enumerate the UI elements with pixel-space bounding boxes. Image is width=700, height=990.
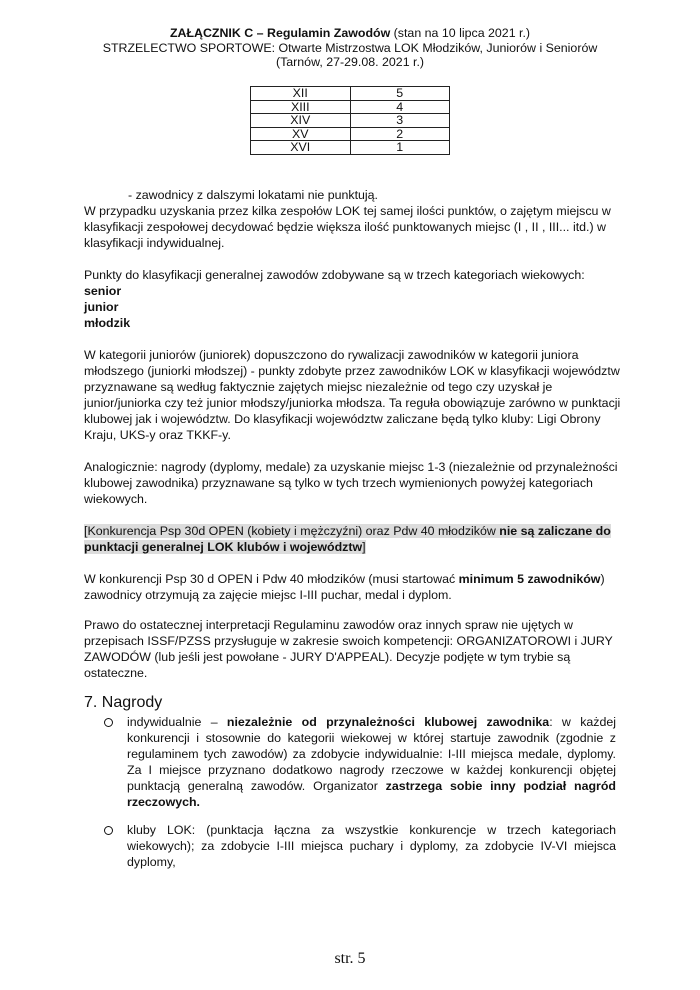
tie-rule-paragraph: W przypadku uzyskania przez kilka zespołów LOK tej samej ilości punktów, o zajętym miejscu w klasyfikacji zespołowej decydować będzie większa ilość punktowanych miejsc (I , II , III... itd.) w klasyfikacji indywidualnej. (84, 204, 611, 250)
bullet-individual-c: : w każdej konkurencji i stosownie do kategorii wiekowej w której startuje zawodnik (zgodnie z regulaminem tych zawodów) za zdobycie indywidualnie: I-III miejsca medale, dyplomy. Za I miejsce przyznano dodatkowo nagrody rzeczowe w każdej konkurencji objętej punktacją generalną zawodów. Organizator (127, 715, 617, 793)
table-row (251, 114, 450, 128)
page-number: str. 5 (334, 950, 366, 967)
header-line-1 (40, 26, 660, 41)
section-7-title: 7. Nagrody (84, 694, 163, 711)
category-senior: senior (84, 284, 122, 298)
bullet-individual-a: indywidualnie – (127, 715, 227, 729)
psp-paragraph (84, 571, 624, 603)
header-line-3: (Tarnów, 27-29.08. 2021 r.) (275, 55, 425, 69)
bullet-clubs: kluby LOK: (punktacja łączna za wszystkie konkurencje w trzech kategoriach wiekowych); za zdobycie I-III miejsca puchary i dyplomy, za zdobycie IV-VI miejsca dyplomy, (127, 823, 616, 869)
place-cell: XIII (251, 100, 351, 114)
place-cell: XV (251, 127, 351, 141)
psp-text-c: ) zawodnicy otrzymują za zajęcie miejsc I-III puchar, medal i dyplom. (84, 572, 605, 602)
document-header (40, 26, 660, 70)
bullet-dot-icon (104, 718, 113, 727)
open-note-text: [Konkurencja Psp 30d OPEN (kobiety i mężczyźni) oraz Pdw 40 młodzików (84, 524, 500, 538)
points-cell: 3 (350, 114, 450, 128)
place-cell: XIV (251, 114, 351, 128)
bullet-dot-icon (104, 826, 113, 835)
category-junior: junior (84, 300, 119, 314)
points-cell: 5 (350, 87, 450, 101)
open-note-bold: nie są zaliczane do punktacji generalnej LOK klubów i województw (84, 524, 611, 554)
points-cell: 4 (350, 100, 450, 114)
bullet-individual-bold: niezależnie od przynależności klubowej zawodnika (226, 715, 550, 729)
place-cell: XII (251, 87, 351, 101)
psp-text-a: W konkurencji Psp 30 d OPEN i Pdw 40 młodzików (musi startować (84, 572, 459, 586)
points-table (250, 86, 450, 155)
header-line-2: STRZELECTWO SPORTOWE: Otwarte Mistrzostwa LOK Młodzików, Juniorów i Seniorów (102, 40, 598, 55)
table-row (251, 141, 450, 155)
bullet-individual (127, 714, 616, 810)
header-date: (stan na 10 lipca 2021 r.) (390, 26, 531, 40)
category-mlodzik: młodzik (84, 316, 131, 330)
open-note-close: ] (362, 540, 366, 554)
header-annex-title: ZAŁĄCZNIK C – Regulamin Zawodów (169, 26, 391, 40)
table-row (251, 100, 450, 114)
general-classification-intro: Punkty do klasyfikacji generalnej zawodów zdobywane są w trzech kategoriach wiekowych: (84, 268, 585, 282)
interpretation-paragraph: Prawo do ostatecznej interpretacji Regulaminu zawodów oraz innych spraw nie ujętych w przepisach ISSF/PZSS przysługuje w zakresie swoich kompetencji: ORGANIZATOROWI i JURY ZAWODÓW (lub jeśli jest powołane - JURY D'APPEAL). Decyzje podjęte w tym trybie są ostateczne. (84, 618, 613, 680)
psp-bold: minimum 5 zawodników (458, 572, 601, 586)
points-cell: 1 (350, 141, 450, 155)
bullet-individual-bold-end: zastrzega sobie inny podział nagród rzeczowych. (127, 779, 616, 809)
juniors-paragraph: W kategorii juniorów (juniorek) dopuszczono do rywalizacji zawodników w kategorii juniora młodszego (juniorki młodszej) - punkty zdobyte przez zawodników LOK w klasyfikacji województw przyznawane są według faktycznie zajętych miejsc niezależnie od tego czy uzyskał je junior/juniorka czy też junior młodszy/juniorka młodsza. Ta reguła obowiązuje zarówno w punktacji klubowej jak i województw. Do klasyfikacji województw zaliczane będą tylko kluby: Ligi Obrony Kraju, UKS-y oraz TKKF-y. (84, 348, 621, 442)
analog-paragraph: Analogicznie: nagrody (dyplomy, medale) za uzyskanie miejsc 1-3 (niezależnie od przynależności klubowej zawodnika) przyznawane są tylko w tych trzech wymienionych powyżej kategoriach wiekowych. (84, 460, 618, 506)
open-note-paragraph (84, 523, 624, 555)
note-no-points: - zawodnicy z dalszymi lokatami nie punktują. (128, 188, 378, 202)
table-row (251, 87, 450, 101)
table-row (251, 127, 450, 141)
points-cell: 2 (350, 127, 450, 141)
place-cell: XVI (251, 141, 351, 155)
